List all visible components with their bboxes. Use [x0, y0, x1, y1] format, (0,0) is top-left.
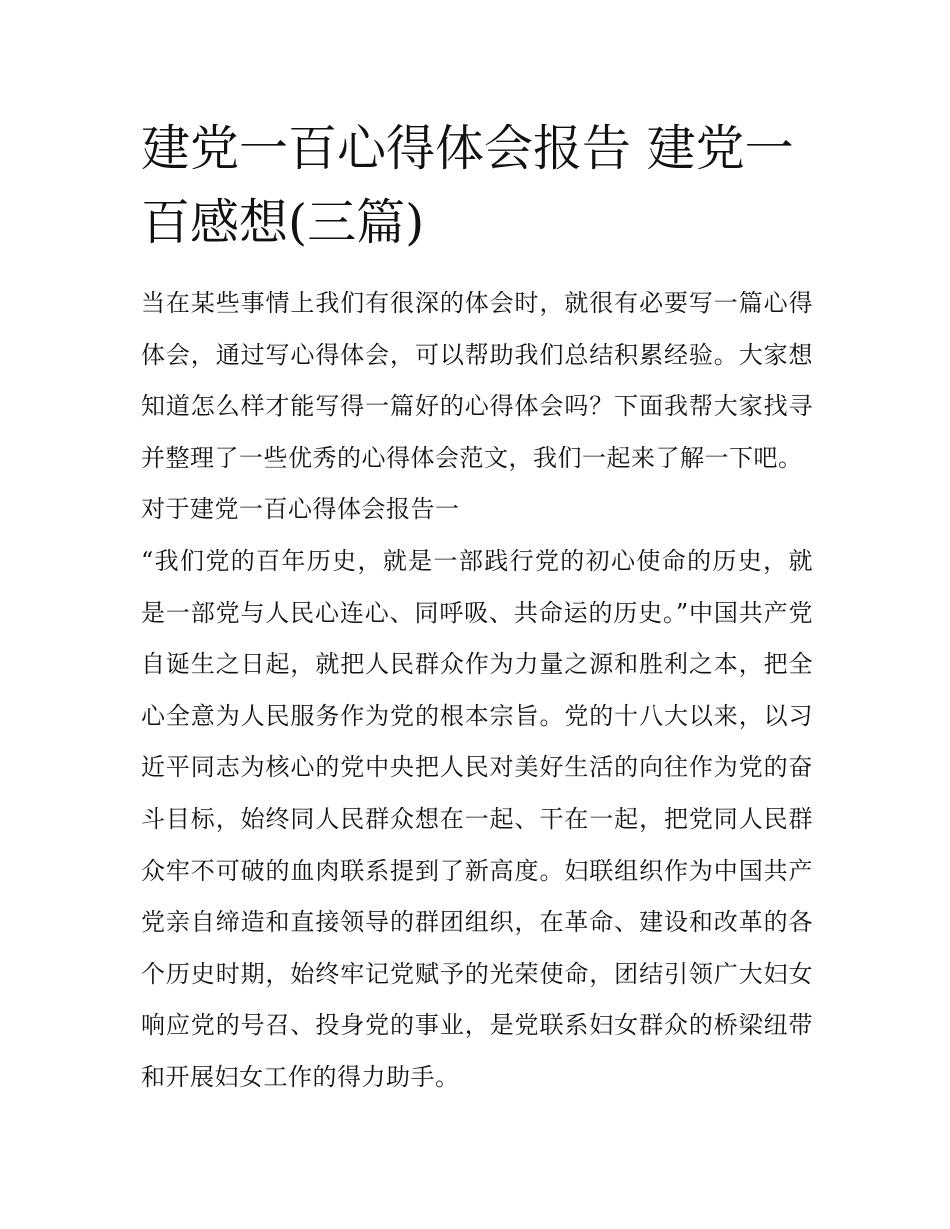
body-paragraph: “我们党的百年历史，就是一部践行党的初心使命的历史，就是一部党与人民心连心、同呼吸、共命运的历史。”中国共产党自诞生之日起，就把人民群众作为力量之源和胜利之本，把全心全意为人民服务作为党的根本宗旨。党的十八大以来，以习近平同志为核心的党中央把人民对美好生活的向往作为党的奋斗目标，始终同人民群众想在一起、干在一起，把党同人民群众牢不可破的血肉联系提到了新高度。妇联组织作为中国共产党亲自缔造和直接领导的群团组织，在革命、建设和改革的各个历史时期，始终牢记党赋予的光荣使命，团结引领广大妇女响应党的号召、投身党的事业，是党联系妇女群众的桥梁纽带和开展妇女工作的得力助手。 [141, 546, 813, 1091]
section-heading: 对于建党一百心得体会报告一 [141, 495, 460, 524]
document-title: 建党一百心得体会报告 建党一百感想(三篇) [141, 120, 794, 251]
intro-paragraph: 当在某些事情上我们有很深的体会时，就很有必要写一篇心得体会，通过写心得体会，可以帮助我们总结积累经验。大家想知道怎么样才能写得一篇好的心得体会吗？下面我帮大家找寻并整理了一些优秀的心得体会范文，我们一起来了解一下吧。 [141, 289, 813, 472]
document-content [141, 112, 813, 1104]
